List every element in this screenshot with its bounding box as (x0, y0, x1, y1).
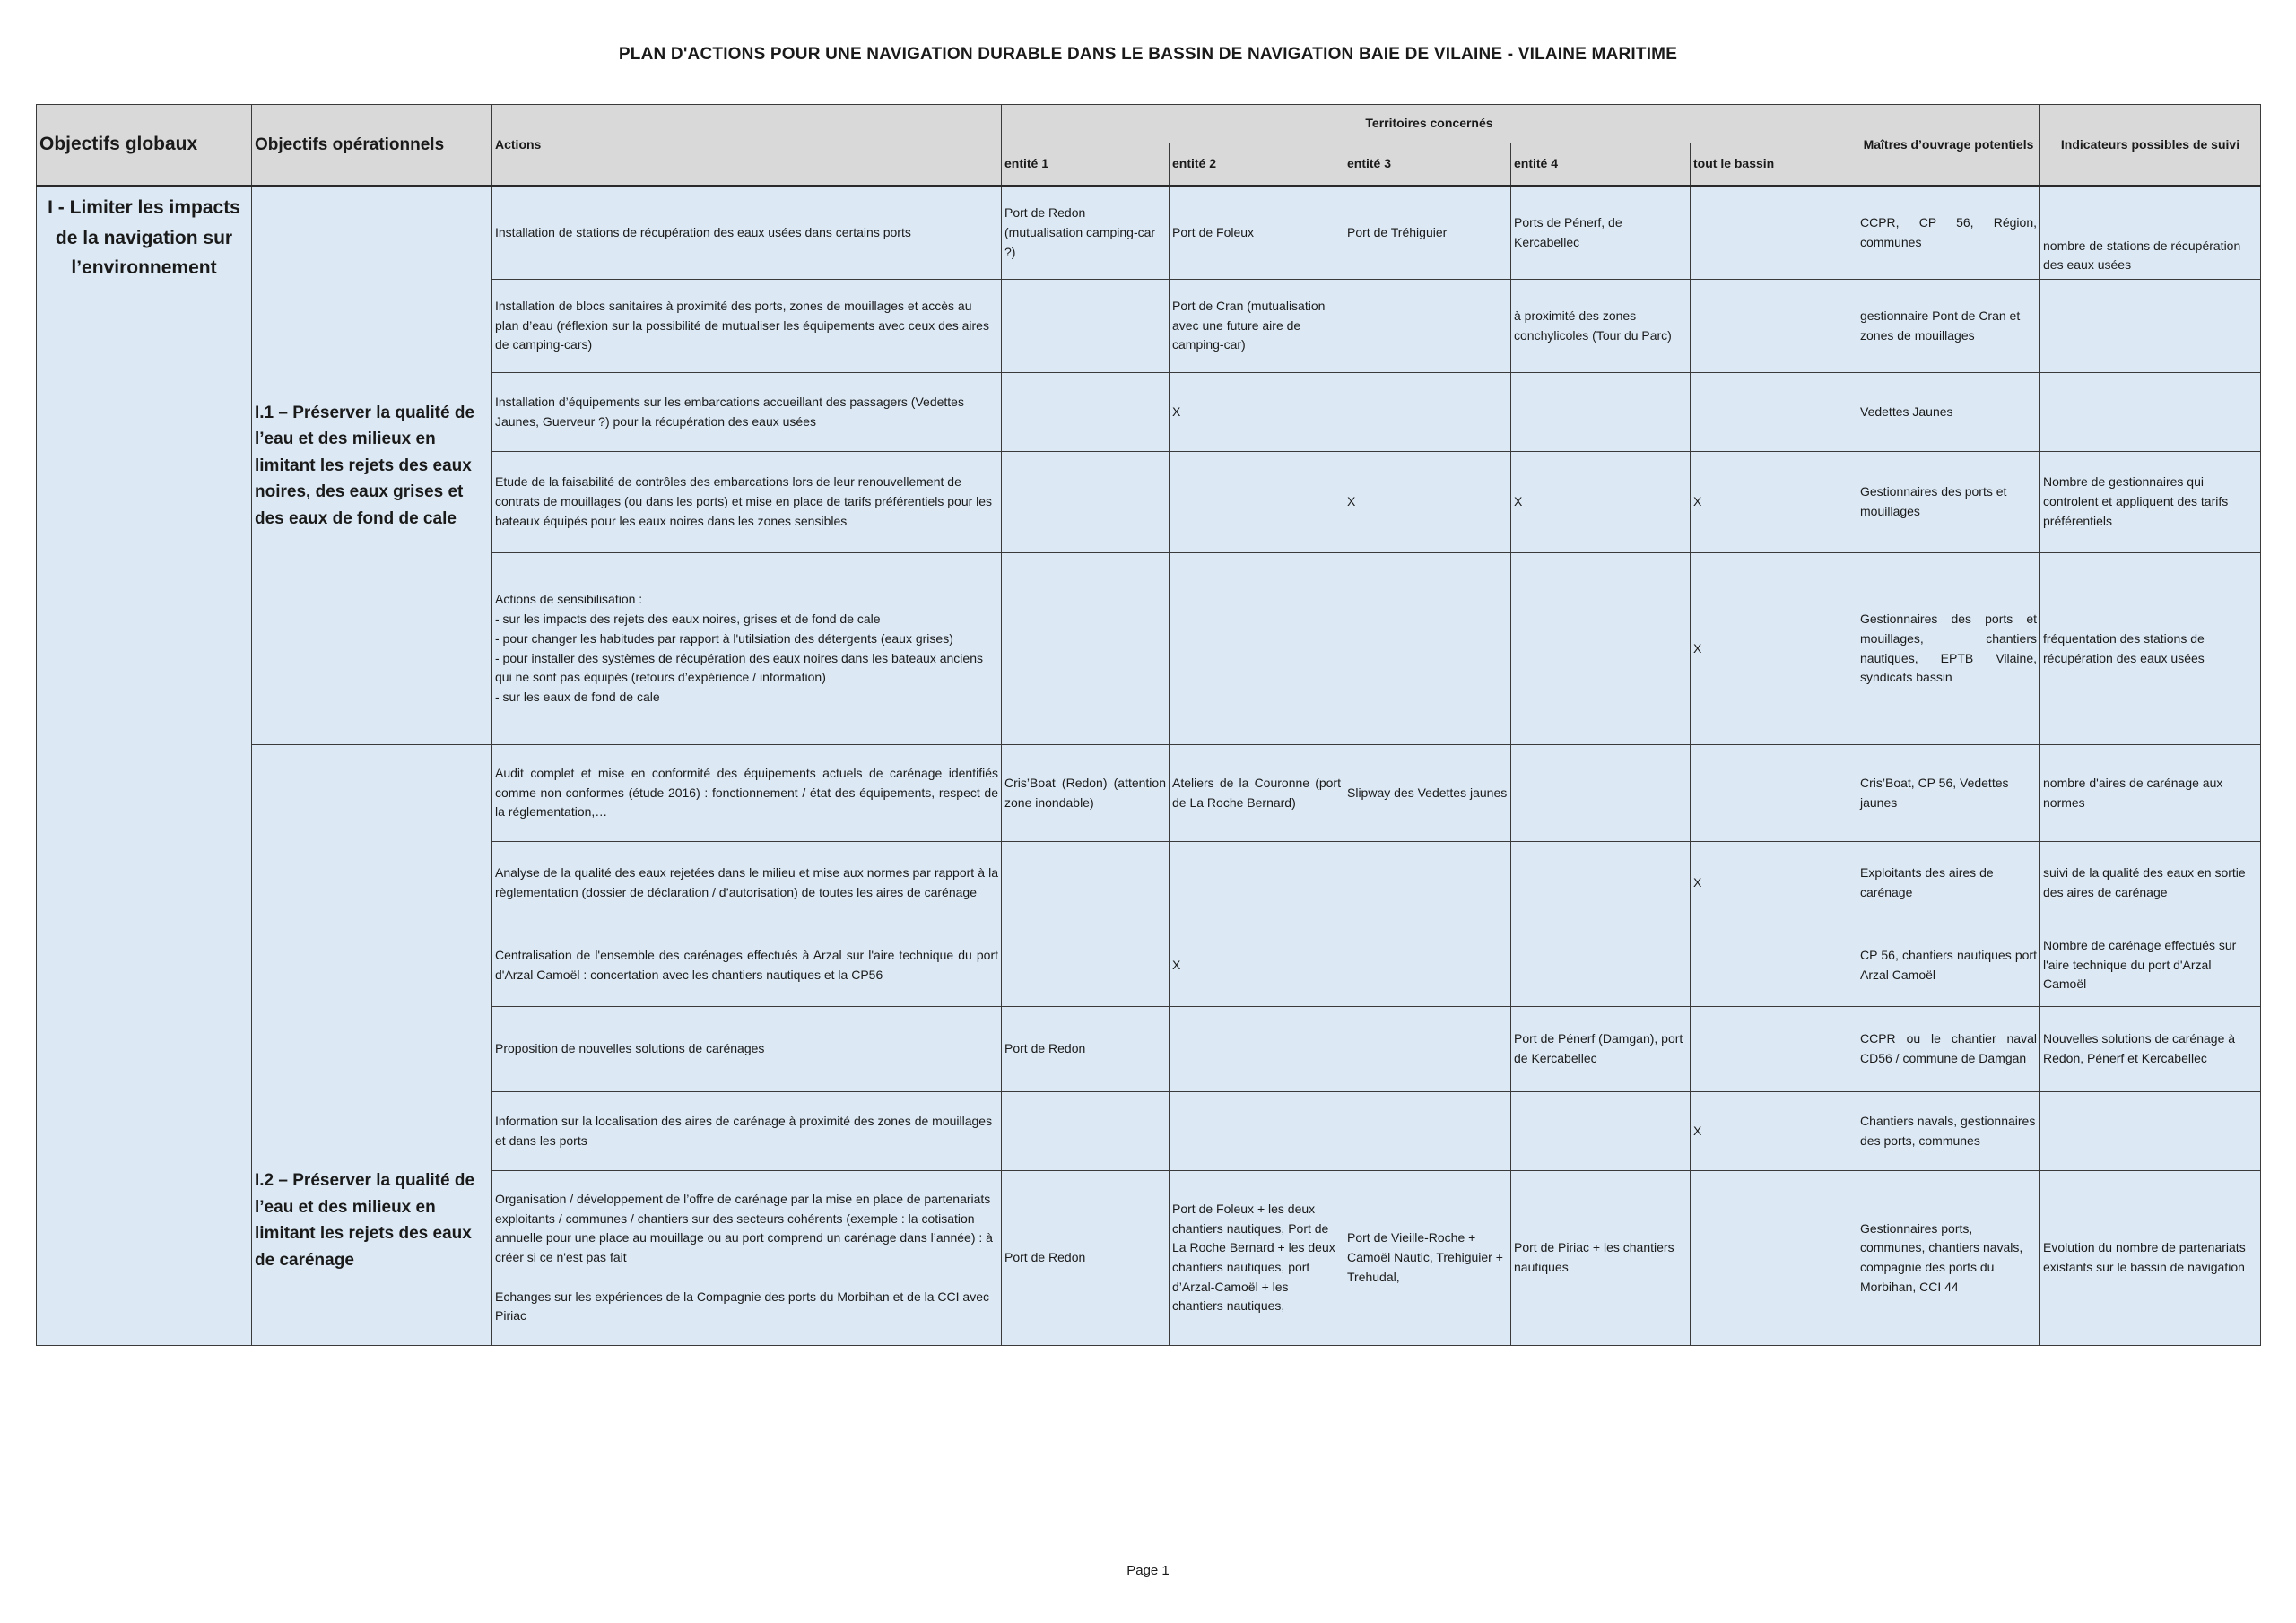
entite-1-cell (1002, 842, 1170, 924)
maitres-cell: Vedettes Jaunes (1857, 373, 2040, 452)
maitres-cell: CCPR ou le chantier naval CD56 / commune de Damgan (1857, 1007, 2040, 1092)
maitres-cell: Chantiers navals, gestionnaires des ports, communes (1857, 1092, 2040, 1171)
action-cell: Installation de blocs sanitaires à proximité des ports, zones de mouillages et accès au plan d’eau (réflexion sur la possibilité de mutualiser les équipements avec ceux des aires de camping-cars) (492, 280, 1002, 373)
entite-2-cell: Port de Cran (mutualisation avec une future aire de camping-car) (1170, 280, 1344, 373)
entite-4-cell (1511, 1092, 1691, 1171)
maitres-cell: Gestionnaires des ports et mouillages, chantiers nautiques, EPTB Vilaine, syndicats bassin (1857, 553, 2040, 745)
maitres-cell: Cris’Boat, CP 56, Vedettes jaunes (1857, 745, 2040, 842)
objective-operational-2: I.2 – Préserver la qualité de l’eau et des milieux en limitant les rejets des eaux de carénage (252, 745, 492, 1346)
indicateurs-cell (2040, 280, 2261, 373)
entite-4-cell (1511, 924, 1691, 1007)
maitres-cell: Exploitants des aires de carénage (1857, 842, 2040, 924)
bassin-cell (1691, 280, 1857, 373)
entite-1-cell: Port de Redon (mutualisation camping-car ?) (1002, 187, 1170, 280)
header-tout-le-bassin: tout le bassin (1691, 143, 1857, 187)
entite-1-cell (1002, 373, 1170, 452)
entite-3-cell: Slipway des Vedettes jaunes (1344, 745, 1511, 842)
entite-1-cell: Port de Redon (1002, 1007, 1170, 1092)
entite-2-cell (1170, 1092, 1344, 1171)
maitres-cell: Gestionnaires des ports et mouillages (1857, 452, 2040, 553)
entite-2-cell: X (1170, 924, 1344, 1007)
header-entite-2: entité 2 (1170, 143, 1344, 187)
entite-4-cell (1511, 373, 1691, 452)
entite-1-cell (1002, 924, 1170, 1007)
action-cell: Actions de sensibilisation : - sur les impacts des rejets des eaux noires, grises et de fond de cale - pour changer les habitudes par rapport à l'utilsiation des détergents (eaux grises) - pour installer des systèmes de récupération des eaux noires dans les bateaux anciens qui ne sont pas équipés (retours d’expérience / information) - sur les eaux de fond de cale (492, 553, 1002, 745)
bassin-cell (1691, 924, 1857, 1007)
document-title: PLAN D'ACTIONS POUR UNE NAVIGATION DURABLE DANS LE BASSIN DE NAVIGATION BAIE DE VILAINE - VILAINE MARITIME (618, 45, 1678, 64)
action-cell: Organisation / développement de l’offre de carénage par la mise en place de partenariats exploitants / communes / chantiers sur des secteurs cohérents (exemple : la cotisation annuelle pour une place au mouillage ou au port comprend un carénage dans l’année) : à créer si ce n'est pas fait Echanges sur les expériences de la Compagnie des ports du Morbihan et de la CCI avec Piriac (492, 1171, 1002, 1346)
entite-2-cell: Port de Foleux + les deux chantiers nautiques, Port de La Roche Bernard + les deux chantiers nautiques, port d’Arzal-Camoël + les chantiers nautiques, (1170, 1171, 1344, 1346)
indicateurs-cell (2040, 373, 2261, 452)
action-cell: Audit complet et mise en conformité des équipements actuels de carénage identifiés comme non conformes (étude 2016) : fonctionnement / état des équipements, respect de la réglementation,… (492, 745, 1002, 842)
indicateurs-cell: fréquentation des stations de récupération des eaux usées (2040, 553, 2261, 745)
entite-4-cell (1511, 842, 1691, 924)
indicateurs-cell (2040, 1092, 2261, 1171)
entite-2-cell (1170, 452, 1344, 553)
objective-operational-1: I.1 – Préserver la qualité de l’eau et des milieux en limitant les rejets des eaux noires, des eaux grises et des eaux de fond de cale (252, 187, 492, 745)
entite-4-cell (1511, 553, 1691, 745)
header-maitres-ouvrage: Maîtres d’ouvrage potentiels (1857, 105, 2040, 187)
table-row (37, 745, 2261, 842)
entite-3-cell (1344, 280, 1511, 373)
entite-1-cell (1002, 1092, 1170, 1171)
indicateurs-cell: Nouvelles solutions de carénage à Redon, Pénerf et Kercabellec (2040, 1007, 2261, 1092)
action-cell: Proposition de nouvelles solutions de carénages (492, 1007, 1002, 1092)
indicateurs-cell: suivi de la qualité des eaux en sortie des aires de carénage (2040, 842, 2261, 924)
action-plan-table (36, 104, 2261, 1346)
entite-1-cell (1002, 553, 1170, 745)
entite-4-cell: Port de Piriac + les chantiers nautiques (1511, 1171, 1691, 1346)
bassin-cell (1691, 1007, 1857, 1092)
entite-3-cell: Port de Tréhiguier (1344, 187, 1511, 280)
entite-3-cell (1344, 373, 1511, 452)
objective-global: I - Limiter les impacts de la navigation sur l’environnement (37, 187, 252, 1346)
entite-2-cell (1170, 553, 1344, 745)
entite-3-cell (1344, 553, 1511, 745)
action-cell: Etude de la faisabilité de contrôles des embarcations lors de leur renouvellement de contrats de mouillages (ou dans les ports) et mise en place de tarifs préférentiels pour les bateaux équipés pour les eaux noires dans les zones sensibles (492, 452, 1002, 553)
page-number: Page 1 (1126, 1563, 1170, 1578)
header-objectifs-operationnels: Objectifs opérationnels (252, 105, 492, 187)
indicateurs-cell: nombre d'aires de carénage aux normes (2040, 745, 2261, 842)
action-cell: Installation d’équipements sur les embarcations accueillant des passagers (Vedettes Jaunes, Guerveur ?) pour la récupération des eaux usées (492, 373, 1002, 452)
action-cell: Installation de stations de récupération des eaux usées dans certains ports (492, 187, 1002, 280)
entite-1-cell (1002, 452, 1170, 553)
entite-2-cell: Ateliers de la Couronne (port de La Roche Bernard) (1170, 745, 1344, 842)
entite-4-cell: X (1511, 452, 1691, 553)
maitres-cell: CCPR, CP 56, Région, communes (1857, 187, 2040, 280)
entite-4-cell: Port de Pénerf (Damgan), port de Kercabellec (1511, 1007, 1691, 1092)
bassin-cell: X (1691, 1092, 1857, 1171)
entite-4-cell: Ports de Pénerf, de Kercabellec (1511, 187, 1691, 280)
maitres-cell: gestionnaire Pont de Cran et zones de mouillages (1857, 280, 2040, 373)
header-entite-4: entité 4 (1511, 143, 1691, 187)
maitres-cell: Gestionnaires ports, communes, chantiers navals, compagnie des ports du Morbihan, CCI 44 (1857, 1171, 2040, 1346)
table-body (37, 187, 2261, 1346)
entite-2-cell: X (1170, 373, 1344, 452)
indicateurs-cell: Nombre de gestionnaires qui controlent et appliquent des tarifs préférentiels (2040, 452, 2261, 553)
header-entite-3: entité 3 (1344, 143, 1511, 187)
entite-2-cell: Port de Foleux (1170, 187, 1344, 280)
entite-1-cell: Port de Redon (1002, 1171, 1170, 1346)
entite-3-cell: X (1344, 452, 1511, 553)
bassin-cell: X (1691, 452, 1857, 553)
bassin-cell (1691, 1171, 1857, 1346)
indicateurs-cell: Evolution du nombre de partenariats existants sur le bassin de navigation (2040, 1171, 2261, 1346)
entite-4-cell (1511, 745, 1691, 842)
bassin-cell (1691, 745, 1857, 842)
header-entite-1: entité 1 (1002, 143, 1170, 187)
header-objectifs-globaux: Objectifs globaux (37, 105, 252, 187)
header-territoires: Territoires concernés (1002, 105, 1857, 143)
entite-3-cell (1344, 924, 1511, 1007)
entite-3-cell: Port de Vieille-Roche + Camoël Nautic, Trehiguier + Trehudal, (1344, 1171, 1511, 1346)
bassin-cell: X (1691, 842, 1857, 924)
table-header (37, 105, 2261, 187)
table-row (37, 187, 2261, 280)
indicateurs-cell: nombre de stations de récupération des eaux usées (2040, 187, 2261, 280)
entite-2-cell (1170, 842, 1344, 924)
entite-3-cell (1344, 842, 1511, 924)
bassin-cell (1691, 373, 1857, 452)
header-indicateurs: Indicateurs possibles de suivi (2040, 105, 2261, 187)
bassin-cell (1691, 187, 1857, 280)
entite-2-cell (1170, 1007, 1344, 1092)
entite-1-cell (1002, 280, 1170, 373)
entite-3-cell (1344, 1007, 1511, 1092)
entite-1-cell: Cris’Boat (Redon) (attention zone inondable) (1002, 745, 1170, 842)
indicateurs-cell: Nombre de carénage effectués sur l'aire technique du port d'Arzal Camoël (2040, 924, 2261, 1007)
bassin-cell: X (1691, 553, 1857, 745)
header-actions: Actions (492, 105, 1002, 187)
maitres-cell: CP 56, chantiers nautiques port Arzal Camoël (1857, 924, 2040, 1007)
action-cell: Centralisation de l'ensemble des carénages effectués à Arzal sur l'aire technique du port d'Arzal Camoël : concertation avec les chantiers nautiques et la CP56 (492, 924, 1002, 1007)
action-cell: Information sur la localisation des aires de carénage à proximité des zones de mouillages et dans les ports (492, 1092, 1002, 1171)
action-cell: Analyse de la qualité des eaux rejetées dans le milieu et mise aux normes par rapport à la règlementation (dossier de déclaration / d’autorisation) de toutes les aires de carénage (492, 842, 1002, 924)
entite-4-cell: à proximité des zones conchylicoles (Tour du Parc) (1511, 280, 1691, 373)
entite-3-cell (1344, 1092, 1511, 1171)
